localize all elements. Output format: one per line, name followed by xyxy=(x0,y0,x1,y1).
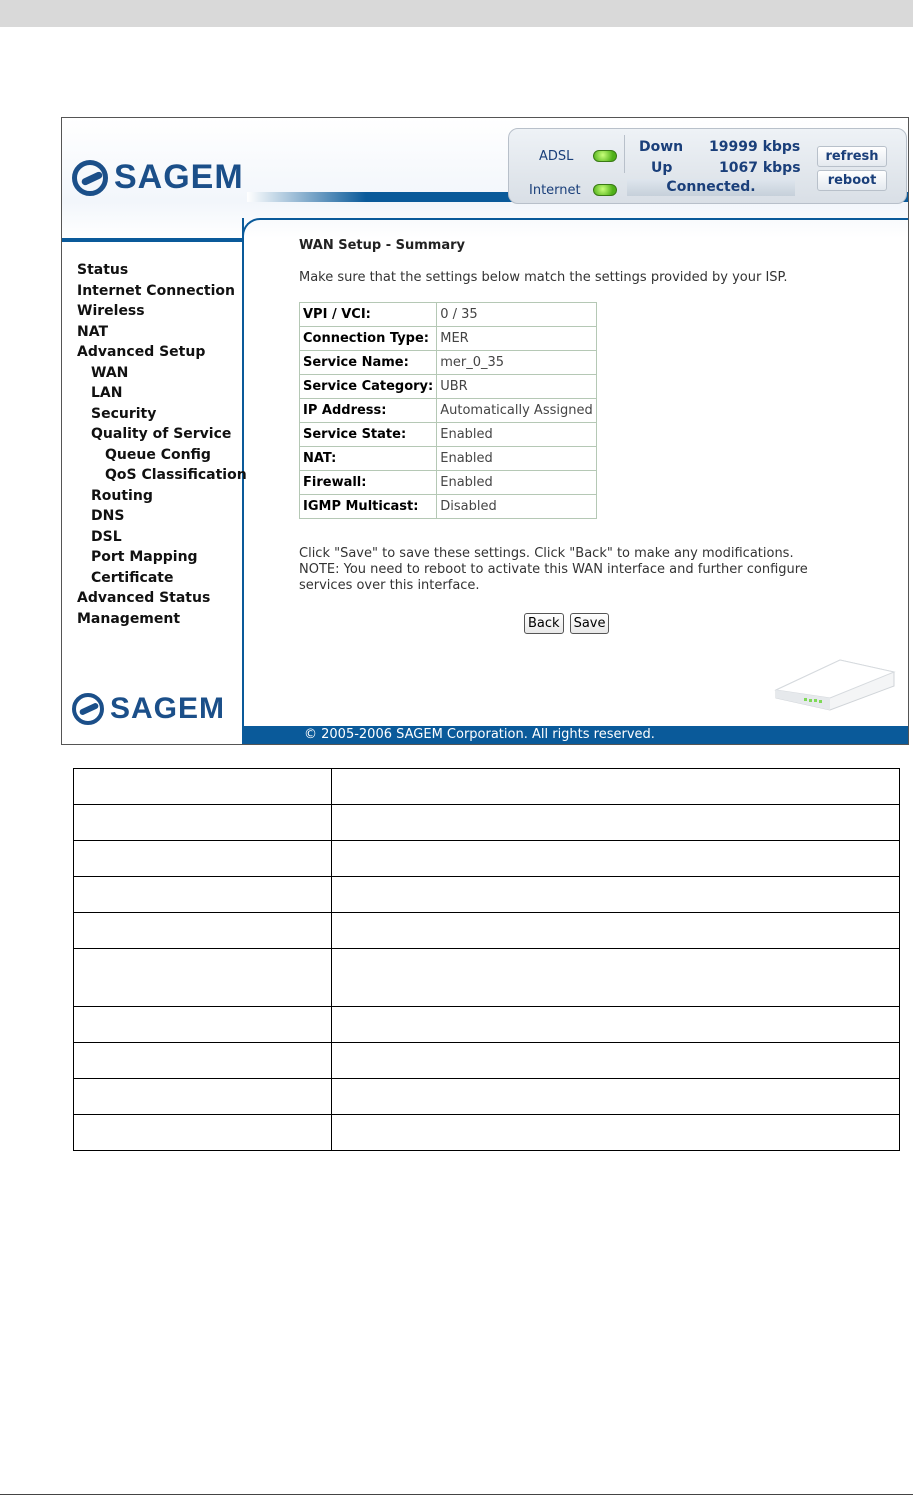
content-frame xyxy=(242,218,909,240)
summary-key: Service Category: xyxy=(300,375,437,399)
summary-value: Enabled xyxy=(437,423,596,447)
connection-state: Connected. xyxy=(627,179,795,196)
refresh-button[interactable]: refresh xyxy=(817,146,887,167)
table-row xyxy=(300,351,597,375)
intro-text: Make sure that the settings below match the settings provided by your ISP. xyxy=(299,270,788,285)
sidebar-item-port-mapping[interactable]: Port Mapping xyxy=(91,549,198,565)
table-row xyxy=(74,1007,900,1043)
sidebar-item-wan[interactable]: WAN xyxy=(91,364,129,381)
adsl-led-icon xyxy=(593,150,617,162)
sidebar-item-certificate[interactable]: Certificate xyxy=(91,569,174,586)
sidebar-item-routing[interactable]: Routing xyxy=(91,487,153,504)
sidebar-item-dns[interactable]: DNS xyxy=(91,508,125,524)
sagem-logo xyxy=(72,158,244,197)
logo-text: SAGEM xyxy=(114,158,244,196)
table-row xyxy=(74,841,900,877)
save-button[interactable]: Save xyxy=(570,613,610,634)
down-rate: 19999 kbps xyxy=(709,139,801,155)
table-row xyxy=(300,399,597,423)
sidebar-item-advanced-status[interactable]: Advanced Status xyxy=(77,590,211,606)
footer-logo-text: SAGEM xyxy=(110,692,226,725)
summary-value: Enabled xyxy=(437,471,596,495)
internet-label: Internet xyxy=(529,183,581,198)
table-row xyxy=(300,495,597,519)
summary-value: Disabled xyxy=(437,495,596,519)
sidebar-item-lan[interactable]: LAN xyxy=(91,385,123,401)
summary-value: Automatically Assigned xyxy=(437,399,596,423)
summary-key: Firewall: xyxy=(300,471,437,495)
page-title: WAN Setup - Summary xyxy=(299,238,465,253)
connection-status-panel xyxy=(508,128,907,204)
up-rate: 1067 kbps xyxy=(719,160,801,176)
line-rates xyxy=(639,137,801,179)
form-buttons xyxy=(524,613,609,634)
sidebar-item-nat[interactable]: NAT xyxy=(77,323,109,340)
sidebar-item-internet-connection[interactable]: Internet Connection xyxy=(77,282,235,299)
table-row xyxy=(74,913,900,949)
adsl-label: ADSL xyxy=(539,149,574,164)
internet-led-icon xyxy=(593,184,617,196)
note-line-1: Click "Save" to save these settings. Click "Back" to make any modifications. xyxy=(299,546,794,561)
page-bottom-rule xyxy=(0,1494,913,1495)
summary-value: MER xyxy=(437,327,596,351)
table-row xyxy=(300,423,597,447)
save-note xyxy=(299,546,839,594)
up-label: Up xyxy=(651,160,673,176)
document-top-bar xyxy=(0,0,913,27)
sidebar-item-advanced-setup[interactable]: Advanced Setup xyxy=(77,344,206,360)
sidebar-item-quality-of-service[interactable]: Quality of Service xyxy=(91,426,232,442)
table-row xyxy=(74,1115,900,1151)
copyright-text: © 2005-2006 SAGEM Corporation. All rights reserved. xyxy=(304,727,655,742)
sidebar-item-wireless[interactable]: Wireless xyxy=(77,303,145,319)
sagem-logo-icon xyxy=(72,160,108,196)
note-line-2: NOTE: You need to reboot to activate this WAN interface and further configure services over this interface. xyxy=(299,562,808,593)
table-row xyxy=(74,877,900,913)
table-row xyxy=(74,805,900,841)
empty-description-table xyxy=(73,768,900,1151)
summary-value: Enabled xyxy=(437,447,596,471)
table-row xyxy=(74,769,900,805)
table-row xyxy=(300,375,597,399)
status-divider xyxy=(624,135,625,173)
summary-key: Service State: xyxy=(300,423,437,447)
sidebar-item-queue-config[interactable]: Queue Config xyxy=(105,446,211,463)
sidebar-top-line xyxy=(62,238,242,242)
summary-key: Service Name: xyxy=(300,351,437,375)
summary-value: UBR xyxy=(437,375,596,399)
summary-key: Connection Type: xyxy=(300,327,437,351)
down-label: Down xyxy=(639,139,684,155)
summary-key: VPI / VCI: xyxy=(300,303,437,327)
summary-key: IP Address: xyxy=(300,399,437,423)
table-row xyxy=(74,1079,900,1115)
table-row xyxy=(300,327,597,351)
table-row xyxy=(300,471,597,495)
summary-key: NAT: xyxy=(300,447,437,471)
sidebar-item-status[interactable]: Status xyxy=(77,262,129,278)
sidebar-footer-logo xyxy=(72,692,225,726)
wan-summary-table xyxy=(299,302,597,519)
sidebar-item-management[interactable]: Management xyxy=(77,610,181,627)
summary-value: mer_0_35 xyxy=(437,351,596,375)
back-button[interactable]: Back xyxy=(524,613,564,634)
table-row xyxy=(74,949,900,1007)
table-row xyxy=(300,303,597,327)
reboot-button[interactable]: reboot xyxy=(817,170,887,191)
summary-value: 0 / 35 xyxy=(437,303,596,327)
sidebar-nav xyxy=(77,260,247,629)
summary-key: IGMP Multicast: xyxy=(300,495,437,519)
table-row xyxy=(300,447,597,471)
footer xyxy=(242,726,908,744)
table-row xyxy=(74,1043,900,1079)
sagem-logo-icon xyxy=(72,693,104,725)
router-web-ui xyxy=(61,117,909,745)
sidebar-item-qos-classification[interactable]: QoS Classification xyxy=(105,467,247,483)
sidebar-item-security[interactable]: Security xyxy=(91,405,157,422)
router-device-icon xyxy=(770,642,898,712)
sidebar-item-dsl[interactable]: DSL xyxy=(91,528,122,545)
